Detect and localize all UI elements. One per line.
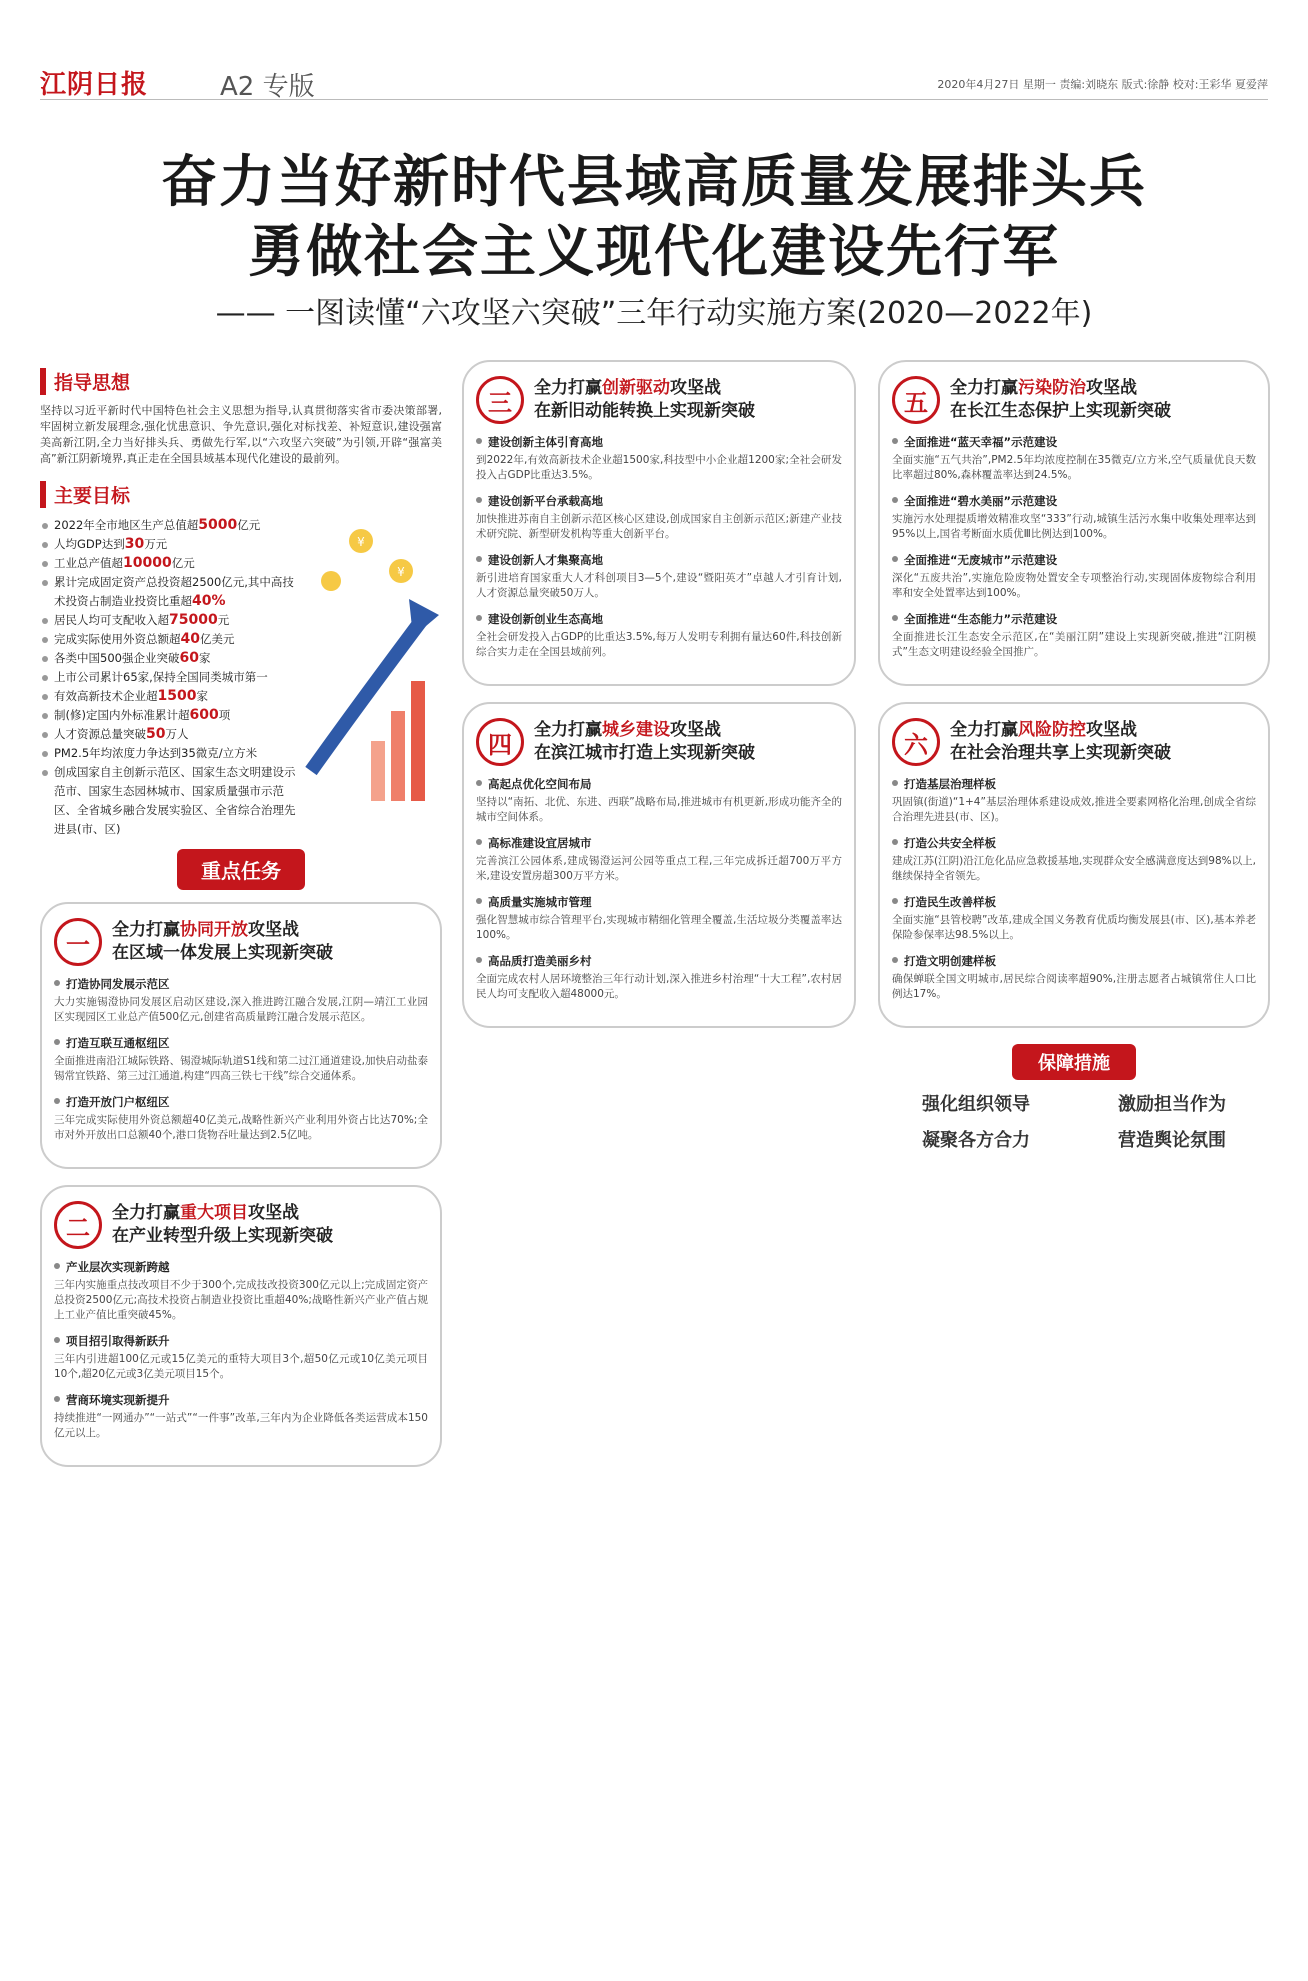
task-item: 全面推进“蓝天幸福”示范建设 全面实施“五气共治”,PM2.5年均浓度控制在35微克/立方米,空气质量优良天数比率超过80%,森林覆盖率达到24.5%。: [892, 435, 1256, 481]
issue-meta: 2020年4月27日 星期一 责编:刘晓东 版式:徐静 校对:王彩华 夏爱萍: [937, 78, 1268, 91]
task-item: 打造开放门户枢纽区 三年完成实际使用外资总额超40亿美元,战略性新兴产业利用外资占比达70%;全市对外开放出口总额40个,港口货物吞吐量达到2.5亿吨。: [54, 1095, 428, 1141]
guarantee-item: 营造舆论氛围: [1118, 1130, 1226, 1151]
task-item: 高起点优化空间布局 坚持以“南拓、北优、东进、西联”战略布局,推进城市有机更新,形成功能齐全的城市空间体系。: [476, 777, 842, 823]
growth-illustration: [300, 516, 442, 816]
task-number: 六: [892, 718, 940, 766]
tasks-label: 重点任务: [177, 849, 305, 890]
goal-item: 上市公司累计65家,保持全国同类城市第一: [40, 668, 300, 687]
task-card: [40, 1185, 442, 1467]
task-item: 全面推进“生态能力”示范建设 全面推进长江生态安全示范区,在“美丽江阴”建设上实现新突破,推进“江阴模式”生态文明建设经验全国推广。: [892, 612, 1256, 658]
masthead: [40, 60, 1268, 100]
task-item: 建设创新主体引育高地 到2022年,有效高新技术企业超1500家,科技型中小企业超1200家;全社会研发投入占GDP比重达3.5%。: [476, 435, 842, 481]
task-item: 建设创新创业生态高地 全社会研发投入占GDP的比重达3.5%,每万人发明专利拥有量达60件,科技创新综合实力走在全国县域前列。: [476, 612, 842, 658]
goals-header: 主要目标: [40, 481, 442, 508]
goal-item: 人才资源总量突破50万人: [40, 725, 300, 744]
left-column: [40, 360, 442, 1483]
newspaper-logo: 江阴日报: [40, 70, 149, 100]
task-item: 项目招引取得新跃升 三年内引进超100亿元或15亿美元的重特大项目3个,超50亿元或10亿美元项目10个,超20亿元或3亿美元项目15个。: [54, 1334, 428, 1380]
svg-text:¥: ¥: [397, 565, 405, 579]
subtitle: —— 一图读懂“六攻坚六突破”三年行动实施方案(2020—2022年): [215, 296, 1093, 331]
goal-item: 累计完成固定资产总投资超2500亿元,其中高技术投资占制造业投资比重超40%: [40, 573, 300, 611]
task-item: 打造协同发展示范区 大力实施锡澄协同发展区启动区建设,深入推进跨江融合发展,江阴—靖江工业园区实现园区工业总产值500亿元,创建省高质量跨江融合发展示范区。: [54, 977, 428, 1023]
task-item: 建设创新平台承载高地 加快推进苏南自主创新示范区核心区建设,创成国家自主创新示范区;新建产业技术研究院、新型研发机构等重大创新平台。: [476, 494, 842, 540]
guiding-text: 坚持以习近平新时代中国特色社会主义思想为指导,认真贯彻落实省市委决策部署,牢固树立新发展理念,强化忧患意识、争先意识,强化对标找差、补短意识,建设强富美高新江阴,全力当好排头兵、勇做先行军,以“六攻坚六突破”为引领,开辟“强富美高”新江阴新境界,真正走在全国县域基本现代化建设的最前列。: [40, 404, 442, 465]
task-title: 全力打赢风险防控攻坚战 在社会治理共享上实现新突破: [950, 720, 1171, 763]
task-title: 全力打赢城乡建设攻坚战 在滨江城市打造上实现新突破: [534, 720, 755, 763]
task-number: 一: [54, 918, 102, 966]
task-item: 全面推进“碧水美丽”示范建设 实施污水处理提质增效精准攻坚“333”行动,城镇生活污水集中收集处理率达到95%以上,国省考断面水质优Ⅲ比例达到100%。: [892, 494, 1256, 540]
goal-item: 创成国家自主创新示范区、国家生态文明建设示范市、国家生态园林城市、国家质量强市示范区、全省城乡融合发展实验区、全省综合治理先进县(市、区): [40, 763, 300, 839]
task-card: [462, 360, 856, 686]
goals-list: [40, 516, 300, 839]
task-item: 高质量实施城市管理 强化智慧城市综合管理平台,实现城市精细化管理全覆盖,生活垃圾分类覆盖率达100%。: [476, 895, 842, 941]
rising-arrow-icon: [301, 521, 441, 811]
task-number: 三: [476, 376, 524, 424]
headline-line1: 奋力当好新时代县域高质量发展排头兵: [161, 150, 1147, 215]
guarantee-item: 激励担当作为: [1118, 1094, 1226, 1115]
goal-item: 人均GDP达到30万元: [40, 535, 300, 554]
task-card: [40, 902, 442, 1169]
task-item: 营商环境实现新提升 持续推进“一网通办”“一站式”“一件事”改革,三年内为企业降低各类运营成本150亿元以上。: [54, 1393, 428, 1439]
task-item: 高标准建设宜居城市 完善滨江公园体系,建成锡澄运河公园等重点工程,三年完成拆迁超700万平方米,建设安置房超300万平方米。: [476, 836, 842, 882]
task-number: 四: [476, 718, 524, 766]
right-column: [878, 360, 1270, 1152]
task-item: 打造基层治理样板 巩固镇(街道)“1+4”基层治理体系建设成效,推进全要素网格化治理,创成全省综合治理先进县(市、区)。: [892, 777, 1256, 823]
task-title: 全力打赢协同开放攻坚战 在区域一体发展上实现新突破: [112, 920, 333, 963]
goal-item: PM2.5年均浓度力争达到35微克/立方米: [40, 744, 300, 763]
task-item: 全面推进“无废城市”示范建设 深化“五废共治”,实施危险废物处置安全专项整治行动,实现固体废物综合利用率和安全处置率达到100%。: [892, 553, 1256, 599]
goal-item: 制(修)定国内外标准累计超600项: [40, 706, 300, 725]
task-item: 打造文明创建样板 确保蝉联全国文明城市,居民综合阅读率超90%,注册志愿者占城镇常住人口比例达17%。: [892, 954, 1256, 1000]
guarantee-block: [878, 1044, 1270, 1152]
task-item: 产业层次实现新跨越 三年内实施重点技改项目不少于300个,完成技改投资300亿元以上;完成固定资产总投资2500亿元;高技术投资占制造业投资比重超40%;战略性新兴产业产值占规上工业产值比重突破45%。: [54, 1260, 428, 1321]
goal-item: 工业总产值超10000亿元: [40, 554, 300, 573]
task-item: 打造民生改善样板 全面实施“县管校聘”改革,建成全国义务教育优质均衡发展县(市、区),基本养老保险参保率达98.5%以上。: [892, 895, 1256, 941]
guarantee-item: 强化组织领导: [922, 1094, 1030, 1115]
guiding-header: 指导思想: [40, 368, 442, 395]
task-title: 全力打赢重大项目攻坚战 在产业转型升级上实现新突破: [112, 1203, 333, 1246]
middle-column: [462, 360, 856, 1044]
task-card: [462, 702, 856, 1028]
task-title: 全力打赢污染防治攻坚战 在长江生态保护上实现新突破: [950, 378, 1171, 421]
headline-line2: 勇做社会主义现代化建设先行军: [248, 220, 1060, 285]
task-item: 打造互联互通枢纽区 全面推进南沿江城际铁路、锡澄城际轨道S1线和第二过江通道建设,加快启动盐泰锡常宜铁路、第三过江通道,构建“四高三铁七干线”综合交通体系。: [54, 1036, 428, 1082]
task-item: 高品质打造美丽乡村 全面完成农村人居环境整治三年行动计划,深入推进乡村治理“十大工程”,农村居民人均可支配收入超48000元。: [476, 954, 842, 1000]
task-number: 二: [54, 1201, 102, 1249]
task-number: 五: [892, 376, 940, 424]
task-item: 建设创新人才集聚高地 新引进培育国家重大人才科创项目3—5个,建设“暨阳英才”卓越人才引育计划,人才资源总量突破50万人。: [476, 553, 842, 599]
goal-item: 有效高新技术企业超1500家: [40, 687, 300, 706]
goal-item: 各类中国500强企业突破60家: [40, 649, 300, 668]
task-card: [878, 702, 1270, 1028]
section-label: A2 专版: [220, 72, 315, 102]
svg-text:¥: ¥: [357, 535, 365, 549]
goal-item: 2022年全市地区生产总值超5000亿元: [40, 516, 300, 535]
goal-item: 完成实际使用外资总额超40亿美元: [40, 630, 300, 649]
goal-item: 居民人均可支配收入超75000元: [40, 611, 300, 630]
task-card: [878, 360, 1270, 686]
task-item: 打造公共安全样板 建成江苏(江阴)沿江危化品应急救援基地,实现群众安全感满意度达到98%以上,继续保持全省领先。: [892, 836, 1256, 882]
task-title: 全力打赢创新驱动攻坚战 在新旧动能转换上实现新突破: [534, 378, 755, 421]
guarantee-item: 凝聚各方合力: [922, 1130, 1030, 1151]
guarantee-label: 保障措施: [1012, 1044, 1136, 1080]
